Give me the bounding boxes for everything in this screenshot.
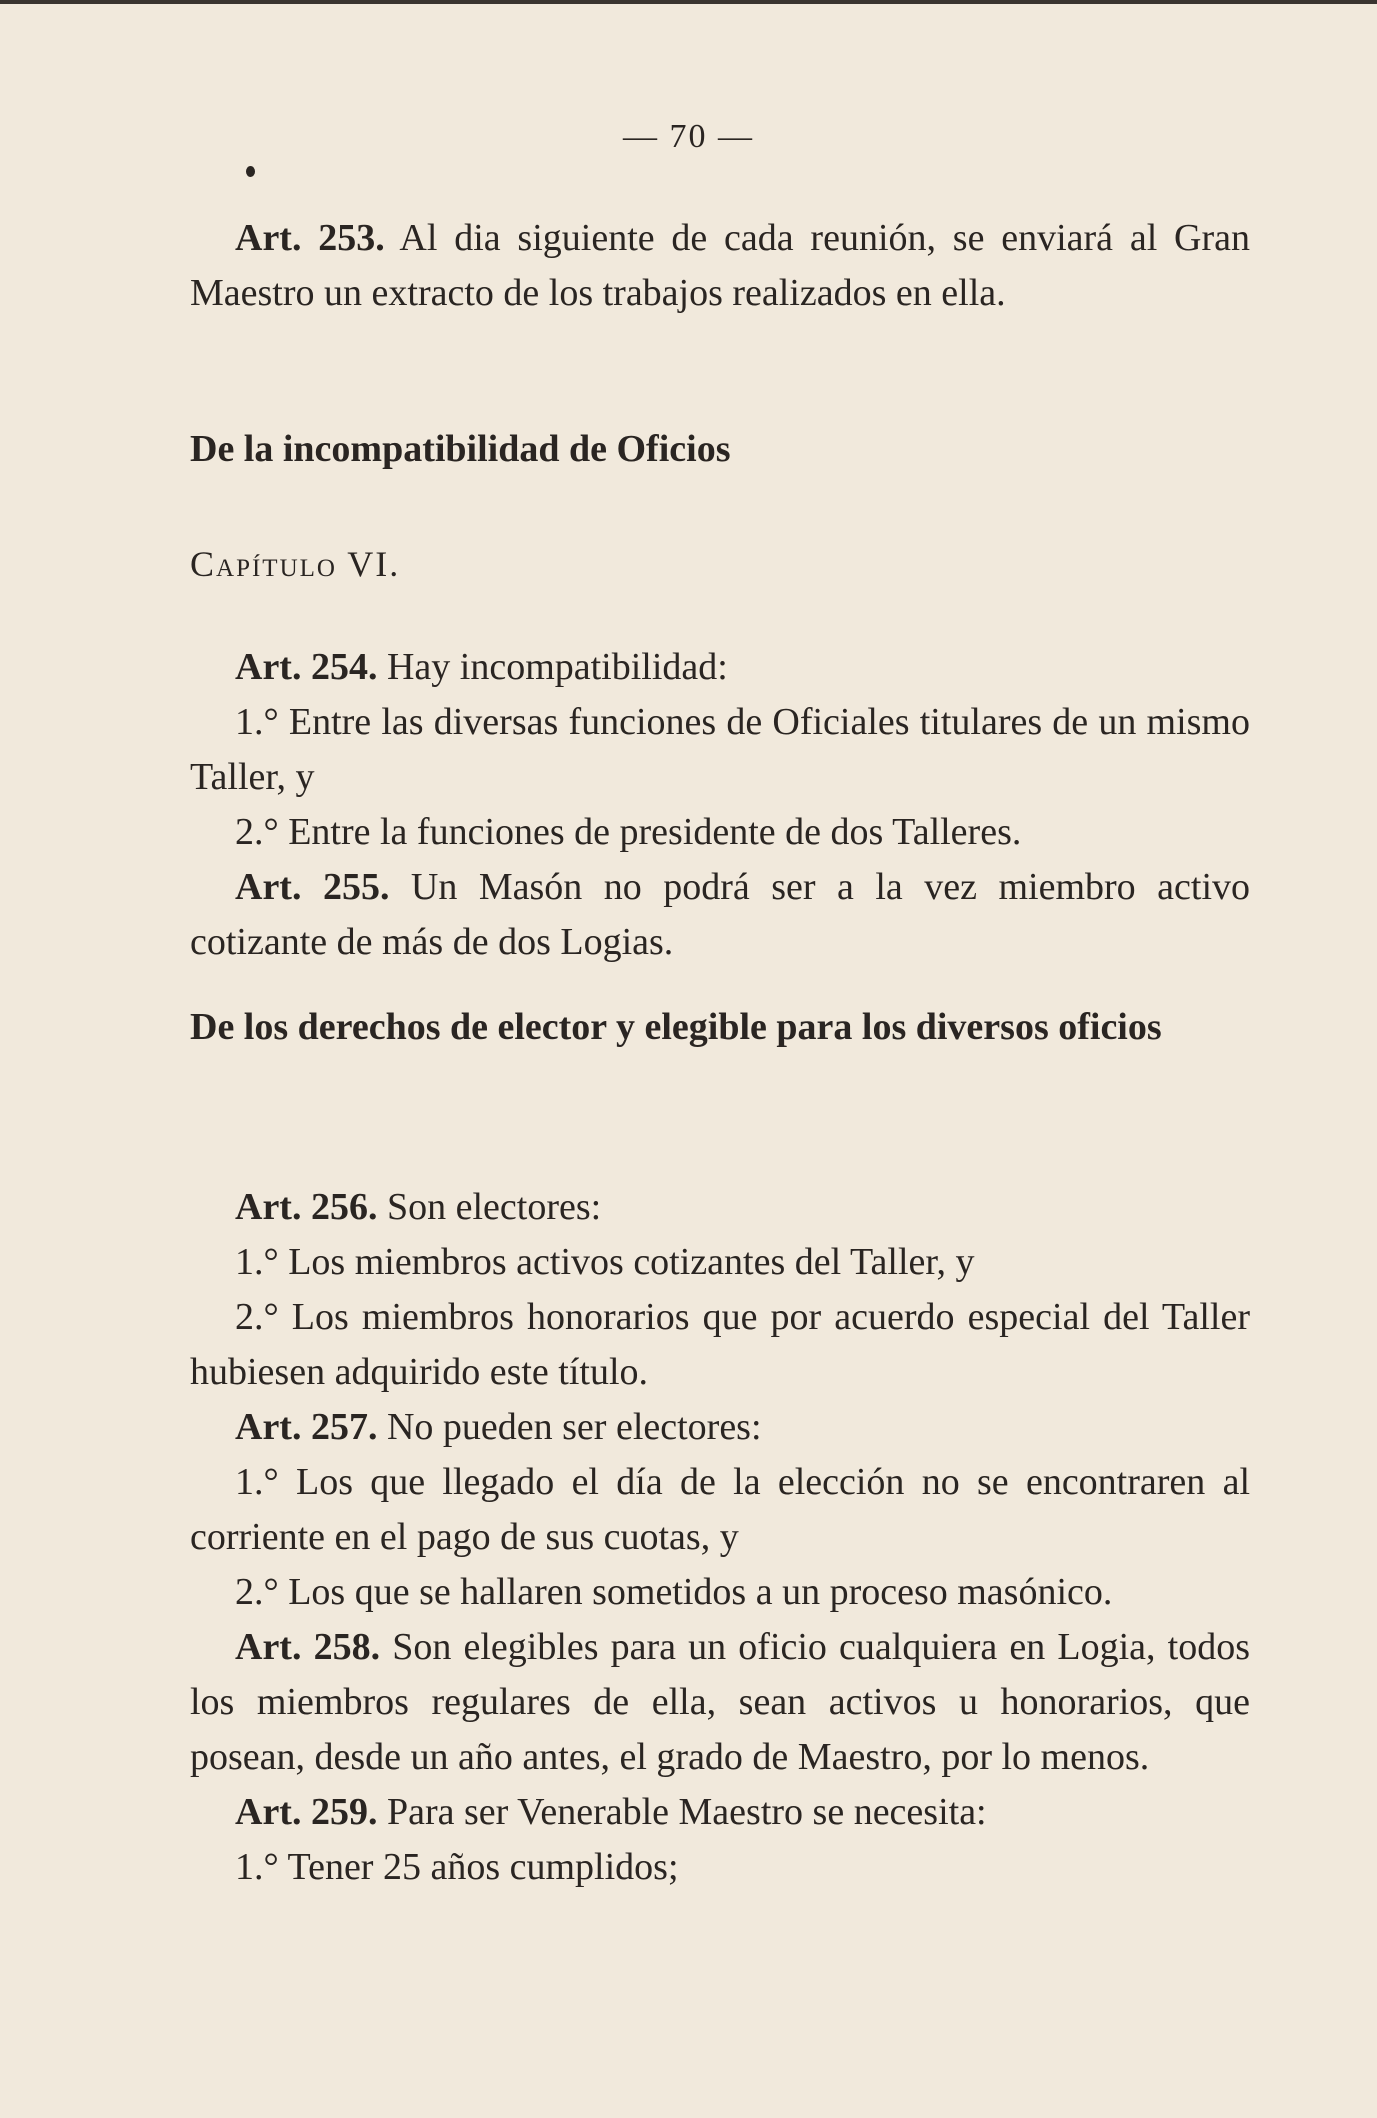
- item-text: Los miembros activos cotizantes del Taller, y: [278, 1241, 975, 1283]
- ink-dot: [246, 166, 255, 177]
- article-258: [190, 1620, 1250, 1785]
- article-number: Art. 259.: [235, 1791, 378, 1833]
- item-marker: 1.°: [235, 1241, 279, 1283]
- section-heading-block: [190, 422, 1250, 477]
- page-body: [190, 211, 1250, 321]
- section-heading-block: [190, 1000, 1250, 1055]
- article-text: Son electores:: [377, 1186, 602, 1228]
- list-item: [190, 1290, 1250, 1400]
- item-marker: 1.°: [235, 701, 279, 743]
- list-item: [190, 1455, 1250, 1565]
- articles-254-255: [190, 640, 1250, 970]
- item-text: Los que llegado el día de la elección no se encontraren al corriente en el pago de sus cuotas, y: [190, 1461, 1250, 1558]
- item-marker: 2.°: [235, 1296, 279, 1338]
- article-254: [190, 640, 1250, 695]
- chapter-title: Capítulo VI.: [190, 544, 401, 584]
- item-text: Tener 25 años cumplidos;: [278, 1846, 679, 1888]
- item-marker: 1.°: [235, 1461, 279, 1503]
- article-257: [190, 1400, 1250, 1455]
- list-item: [190, 805, 1250, 860]
- item-text: Entre la funciones de presidente de dos Talleres.: [278, 811, 1022, 853]
- article-text: Hay incompatibilidad:: [377, 646, 728, 688]
- section-heading: De la incompatibilidad de Oficios: [190, 428, 731, 470]
- articles-256-259: [190, 1180, 1250, 1895]
- item-marker: 2.°: [235, 1571, 279, 1613]
- list-item: [190, 1565, 1250, 1620]
- article-text: Para ser Venerable Maestro se necesita:: [377, 1791, 987, 1833]
- item-text: Entre las diversas funciones de Oficiales titulares de un mismo Taller, y: [190, 701, 1250, 798]
- article-259: [190, 1785, 1250, 1840]
- item-marker: 2.°: [235, 811, 279, 853]
- article-256: [190, 1180, 1250, 1235]
- article-text: Un Masón no podrá ser a la vez miembro activo cotizante de más de dos Logias.: [190, 866, 1251, 963]
- page-top-edge: [0, 0, 1377, 4]
- item-text: Los que se hallaren sometidos a un proceso masónico.: [278, 1571, 1113, 1613]
- article-text: Son elegibles para un oficio cualquiera en Logia, todos los miembros regulares de ella, sean activos u honorarios, que posean, desde un año antes, el grado de Maestro, por lo menos.: [190, 1626, 1250, 1778]
- list-item: [190, 695, 1250, 805]
- article-text: Al dia siguiente de cada reunión, se enviará al Gran Maestro un extracto de los trabajos realizados en ella.: [190, 217, 1250, 314]
- article-text: No pueden ser electores:: [377, 1406, 762, 1448]
- article-253: [190, 211, 1250, 321]
- chapter-block: [190, 537, 1250, 592]
- section-heading: De los derechos de elector y elegible para los diversos oficios: [190, 1006, 1162, 1048]
- article-number: Art. 254.: [235, 646, 378, 688]
- item-text: Los miembros honorarios que por acuerdo especial del Taller hubiesen adquirido este título.: [190, 1296, 1250, 1393]
- list-item: [190, 1235, 1250, 1290]
- article-number: Art. 253.: [235, 217, 385, 259]
- article-number: Art. 256.: [235, 1186, 378, 1228]
- article-255: [190, 860, 1250, 970]
- page-number: — 70 —: [623, 118, 754, 155]
- article-number: Art. 258.: [235, 1626, 381, 1668]
- list-item: [190, 1840, 1250, 1895]
- item-marker: 1.°: [235, 1846, 279, 1888]
- article-number: Art. 255.: [235, 866, 390, 908]
- article-number: Art. 257.: [235, 1406, 378, 1448]
